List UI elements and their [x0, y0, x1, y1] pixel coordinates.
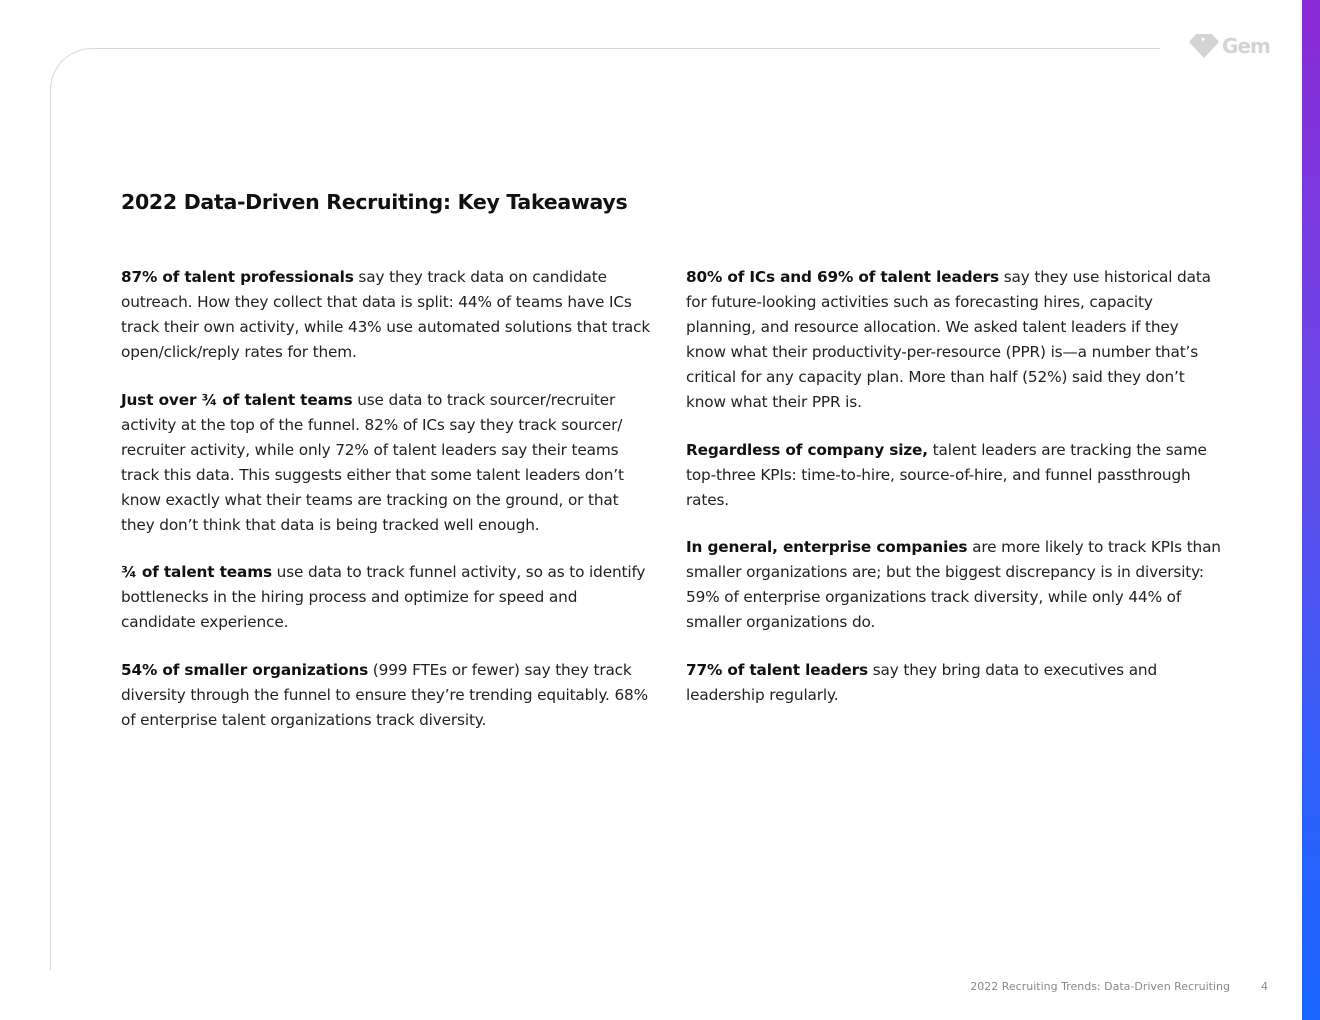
- takeaway-paragraph: [686, 265, 1221, 415]
- footer-document-title: 2022 Recruiting Trends: Data-Driven Recruiting: [970, 980, 1230, 993]
- takeaway-paragraph: [686, 658, 1221, 708]
- takeaway-text: say they track data on candidate outreach. How they collect that data is split: 44% of teams have ICs track their own activity, while 43% use automated solutions that track open/click/reply rates for them.: [121, 268, 651, 361]
- takeaway-text: say they use historical data for future-looking activities such as forecasting hires, capacity planning, and resource allocation. We asked talent leaders if they know what their productivity-per-resource (PPR) is—a number that’s critical for any capacity plan. More than half (52%) said they don’t know what their PPR is.: [686, 268, 1211, 411]
- right-column: [686, 265, 1221, 708]
- takeaway-paragraph: [686, 438, 1221, 513]
- takeaway-paragraph: [686, 535, 1221, 635]
- footer-page-number: 4: [1261, 980, 1268, 993]
- brand-logo: [1188, 33, 1270, 59]
- takeaway-paragraph: [121, 658, 653, 733]
- page-title: 2022 Data-Driven Recruiting: Key Takeaways: [121, 190, 628, 214]
- takeaway-lead: ¾ of talent teams: [121, 563, 272, 581]
- accent-gradient-bar: [1302, 0, 1320, 1020]
- takeaway-paragraph: [121, 388, 653, 538]
- takeaway-paragraph: [121, 265, 653, 365]
- takeaway-lead: 54% of smaller organizations: [121, 661, 369, 679]
- takeaway-text: talent leaders are tracking the same top-three KPIs: time-to-hire, source-of-hire, and funnel passthrough rates.: [686, 441, 1207, 509]
- takeaway-text: use data to track sourcer/recruiter activity at the top of the funnel. 82% of ICs say they track sourcer/ recruiter activity, while only 72% of talent leaders say their teams track this data. This suggests either that some talent leaders don’t know exactly what their teams are tracking on the ground, or that they don’t think that data is being tracked well enough.: [121, 391, 624, 534]
- takeaway-lead: In general, enterprise companies: [686, 538, 968, 556]
- left-column: [121, 265, 653, 733]
- takeaway-text: use data to track funnel activity, so as to identify bottlenecks in the hiring process and optimize for speed and candidate experience.: [121, 563, 646, 631]
- takeaway-lead: 87% of talent professionals: [121, 268, 354, 286]
- takeaway-lead: 77% of talent leaders: [686, 661, 868, 679]
- takeaway-text: are more likely to track KPIs than smaller organizations are; but the biggest discrepancy is in diversity: 59% of enterprise organizations track diversity, while only 44% of smaller organizations do.: [686, 538, 1221, 631]
- takeaway-text: (999 FTEs or fewer) say they track diversity through the funnel to ensure they’re trending equitably. 68% of enterprise talent organizations track diversity.: [121, 661, 649, 729]
- takeaway-paragraph: [121, 560, 653, 635]
- gem-diamond-icon: [1188, 33, 1220, 59]
- takeaway-lead: 80% of ICs and 69% of talent leaders: [686, 268, 999, 286]
- takeaway-lead: Just over ¾ of talent teams: [121, 391, 353, 409]
- takeaway-lead: Regardless of company size,: [686, 441, 928, 459]
- takeaway-text: say they bring data to executives and leadership regularly.: [686, 661, 1158, 704]
- logo-text: Gem: [1222, 34, 1270, 58]
